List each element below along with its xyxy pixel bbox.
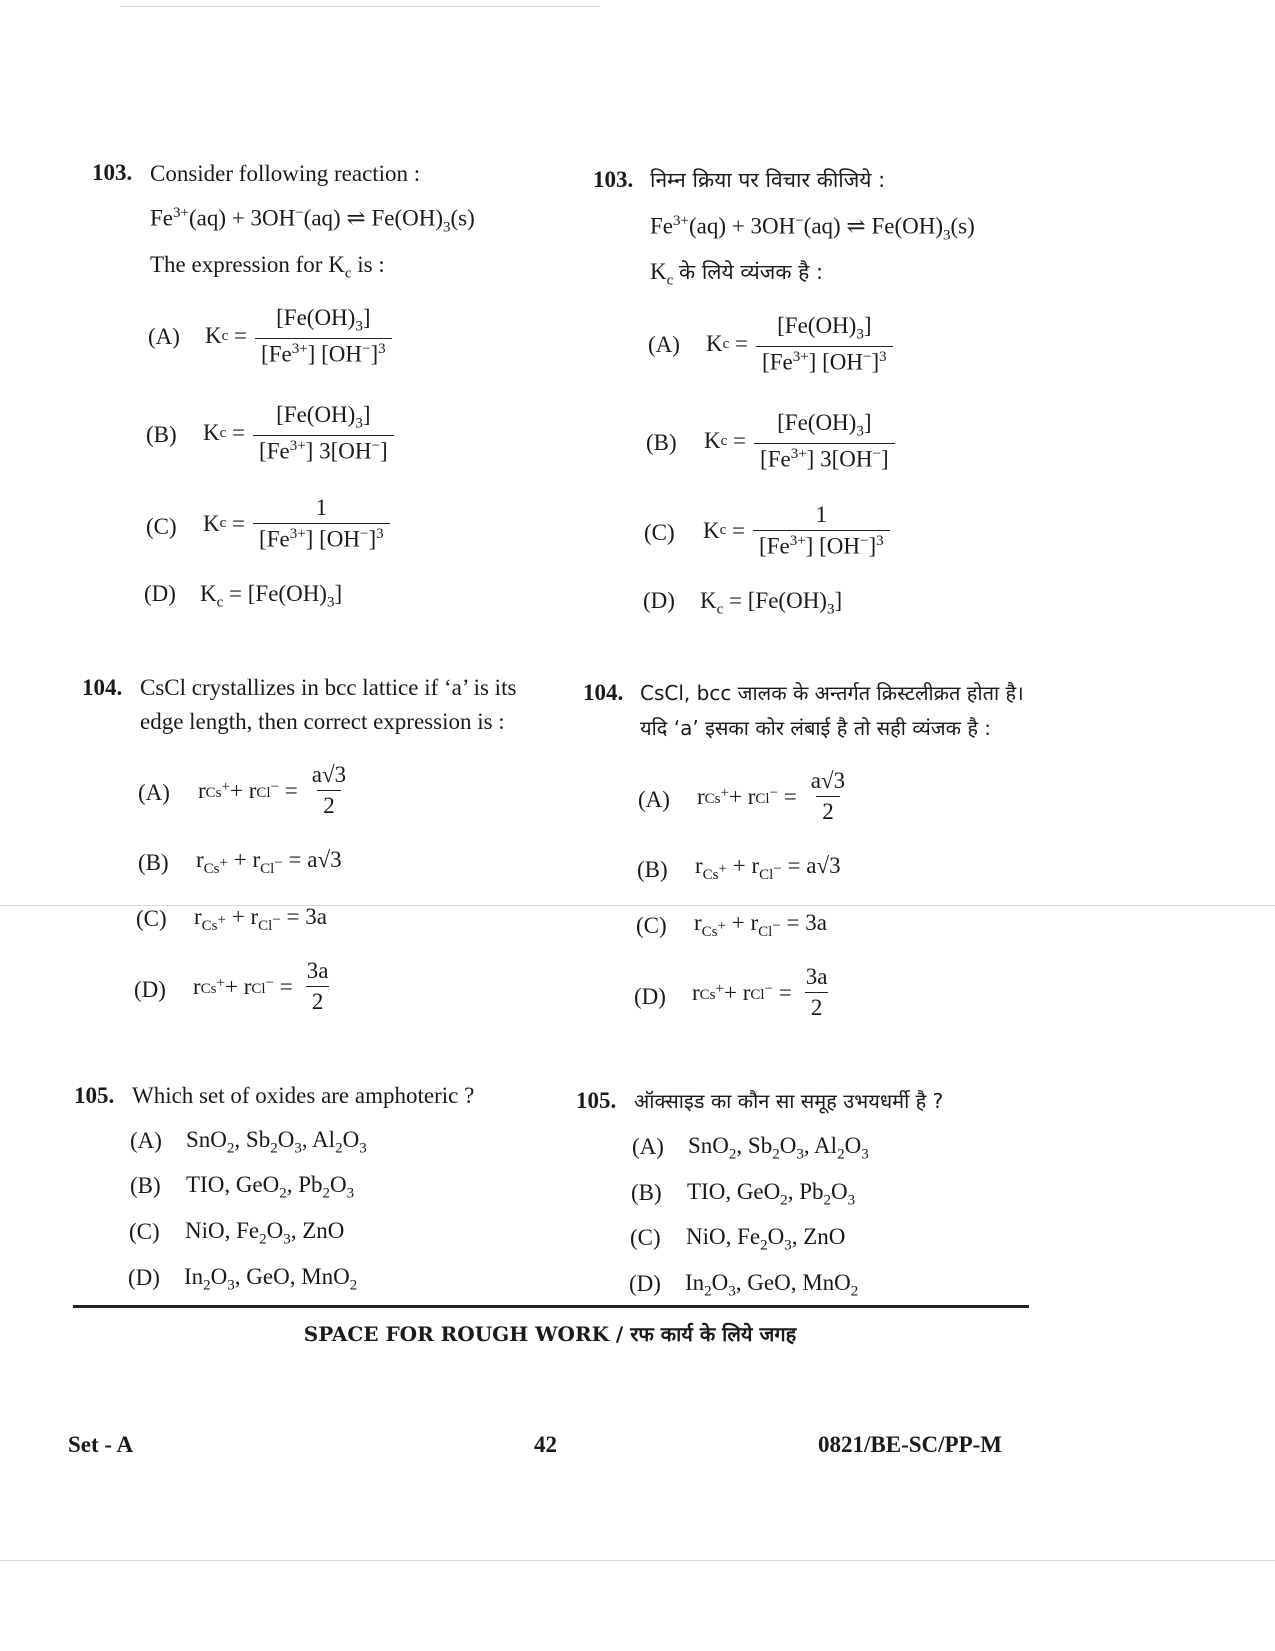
q105-option-a-en: SnO$_2$, $Sb_2O_3$, $Al_2O_3$ (186, 1127, 367, 1157)
q105-question-hi: ऑक्साइड का कौन सा समूह उभयधर्मी है ? (634, 1089, 944, 1113)
q103-option-a-label-en: (A) (148, 324, 180, 349)
scan-line-mid (0, 905, 1275, 906)
q103-option-c-label-en: (C) (146, 514, 177, 539)
q103-option-a-eq-hi: K c = $\frac{[Fe(OH)_3]}{[Fe^{3+}] [OH^-]^3}$ (706, 313, 893, 375)
q104-line2-hi: यदि ‘a’ इसका कोर लंबाई है तो सही व्यंजक है : (640, 716, 992, 740)
page-number: 42 (534, 1432, 557, 1457)
q103-option-b-eq-en: K c = $\frac{[Fe(OH)_3]}{[Fe^{3+}] 3[OH^-]}$ (203, 402, 394, 464)
q103-option-c-eq-en: K c = $\frac{1}{[Fe^{3+}] [OH^-]^3}$ (203, 495, 390, 553)
scan-line-top (120, 6, 600, 7)
q103-reaction-hi: $Fe^{3+}(aq) + 3OH^-(aq)$ ⇌ $Fe(OH)_3(s)$ (650, 213, 975, 244)
q104-option-d-label-hi: (D) (634, 984, 666, 1009)
rough-work-label: SPACE FOR ROUGH WORK / रफ कार्य के लिये जगह (303, 1322, 797, 1346)
q104-number-en: 104. (82, 675, 123, 700)
q104-option-c-label-en: (C) (136, 906, 167, 931)
q103-option-d-eq-en: $K_c = [Fe(OH)_3]$ (200, 581, 343, 611)
q103-expr-en: The expression for $K_c$ is : (150, 252, 385, 282)
q104-option-b-eq-hi: $r_{Cs^+} + r_{Cl^-} = a√3$ (695, 853, 841, 883)
q105-option-c-en: NiO, $Fe_2O_3$, ZnO (185, 1218, 345, 1248)
q104-option-b-label-en: (B) (138, 850, 169, 875)
scan-line-bottom (0, 1560, 1275, 1561)
q104-option-d-label-en: (D) (134, 977, 166, 1002)
q104-option-b-label-hi: (B) (637, 857, 668, 882)
q104-option-d-eq-hi: r Cs+ + r Cl− = $\frac{3a}{2}$ (692, 964, 828, 1020)
q104-line2-en: edge length, then correct expression is : (140, 709, 505, 734)
q103-option-a-eq-en: K c = $\frac{[Fe(OH)_3]}{[Fe^{3+}] [OH^-]^3}$ (205, 305, 392, 367)
q105-number-en: 105. (74, 1083, 115, 1108)
q103-option-d-label-en: (D) (144, 581, 176, 606)
q105-option-b-label-en: (B) (130, 1173, 161, 1198)
q104-option-a-label-hi: (A) (638, 787, 670, 812)
q103-number-hi: 103. (593, 167, 634, 192)
q105-option-c-label-hi: (C) (630, 1225, 661, 1250)
set-label: Set - A (68, 1432, 134, 1457)
q103-option-b-eq-hi: K c = $\frac{[Fe(OH)_3]}{[Fe^{3+}] 3[OH^-]}$ (704, 410, 895, 472)
q105-option-b-en: TIO, GeO$_2$, $Pb_2O_3$ (186, 1172, 355, 1202)
q105-option-c-hi: NiO, $Fe_2O_3$, ZnO (686, 1224, 846, 1254)
q105-option-a-hi: SnO$_2$, $Sb_2O_3$, $Al_2O_3$ (688, 1133, 869, 1163)
q103-reaction-en: $Fe^{3+}(aq) + 3OH^-(aq)$ ⇌ $Fe(OH)_3(s)$ (150, 205, 475, 236)
q105-option-d-label-hi: (D) (629, 1271, 661, 1296)
q104-number-hi: 104. (583, 680, 624, 705)
q104-option-c-label-hi: (C) (636, 913, 667, 938)
q104-line1-en: CsCl crystallizes in bcc lattice if ‘a’ is its (140, 675, 517, 700)
q104-option-a-eq-en: r Cs+ + r Cl− = $\frac{a√3}{2}$ (198, 762, 347, 818)
q103-option-a-label-hi: (A) (648, 332, 680, 357)
q104-option-b-eq-en: $r_{Cs^+} + r_{Cl^-} = a√3$ (196, 847, 342, 877)
q103-option-c-label-hi: (C) (644, 520, 675, 545)
q105-option-d-en: $In_2O_3$, GeO, MnO$_2$ (184, 1264, 358, 1294)
paper-code: 0821/BE-SC/PP-M (818, 1432, 1002, 1457)
q103-option-d-eq-hi: $K_c = [Fe(OH)_3]$ (700, 588, 843, 618)
q104-option-c-eq-hi: $r_{Cs^+} + r_{Cl^-} = 3a$ (694, 910, 827, 940)
q104-line1-hi: CsCl, bcc जालक के अन्तर्गत क्रिस्टलीक्रत होता है। (640, 681, 1024, 705)
q104-option-d-eq-en: r Cs+ + r Cl− = $\frac{3a}{2}$ (193, 958, 329, 1014)
q105-option-c-label-en: (C) (129, 1219, 160, 1244)
q103-number-en: 103. (92, 160, 133, 185)
q103-option-b-label-hi: (B) (646, 430, 677, 455)
rough-work-divider (73, 1305, 1029, 1308)
q105-option-b-label-hi: (B) (631, 1180, 662, 1205)
q103-option-c-eq-hi: K c = $\frac{1}{[Fe^{3+}] [OH^-]^3}$ (703, 502, 890, 560)
q105-option-b-hi: TIO, GeO$_2$, $Pb_2O_3$ (687, 1179, 856, 1209)
q103-question-hi: निम्न क्रिया पर विचार कीजिये : (650, 168, 886, 192)
q105-option-d-hi: $In_2O_3$, GeO, MnO$_2$ (685, 1270, 859, 1300)
q105-option-a-label-en: (A) (130, 1128, 162, 1153)
q104-option-c-eq-en: $r_{Cs^+} + r_{Cl^-} = 3a$ (194, 904, 327, 934)
q105-question-en: Which set of oxides are amphoteric ? (132, 1083, 475, 1108)
q103-option-b-label-en: (B) (146, 422, 177, 447)
q104-option-a-eq-hi: r Cs+ + r Cl− = $\frac{a√3}{2}$ (697, 768, 846, 824)
q104-option-a-label-en: (A) (138, 780, 170, 805)
q105-option-a-label-hi: (A) (632, 1134, 664, 1159)
q103-option-d-label-hi: (D) (643, 588, 675, 613)
q103-question-en: Consider following reaction : (150, 161, 421, 186)
q105-number-hi: 105. (576, 1088, 617, 1113)
q103-expr-hi: $K_c$ के लिये व्यंजक है : (650, 259, 824, 289)
q105-option-d-label-en: (D) (128, 1265, 160, 1290)
